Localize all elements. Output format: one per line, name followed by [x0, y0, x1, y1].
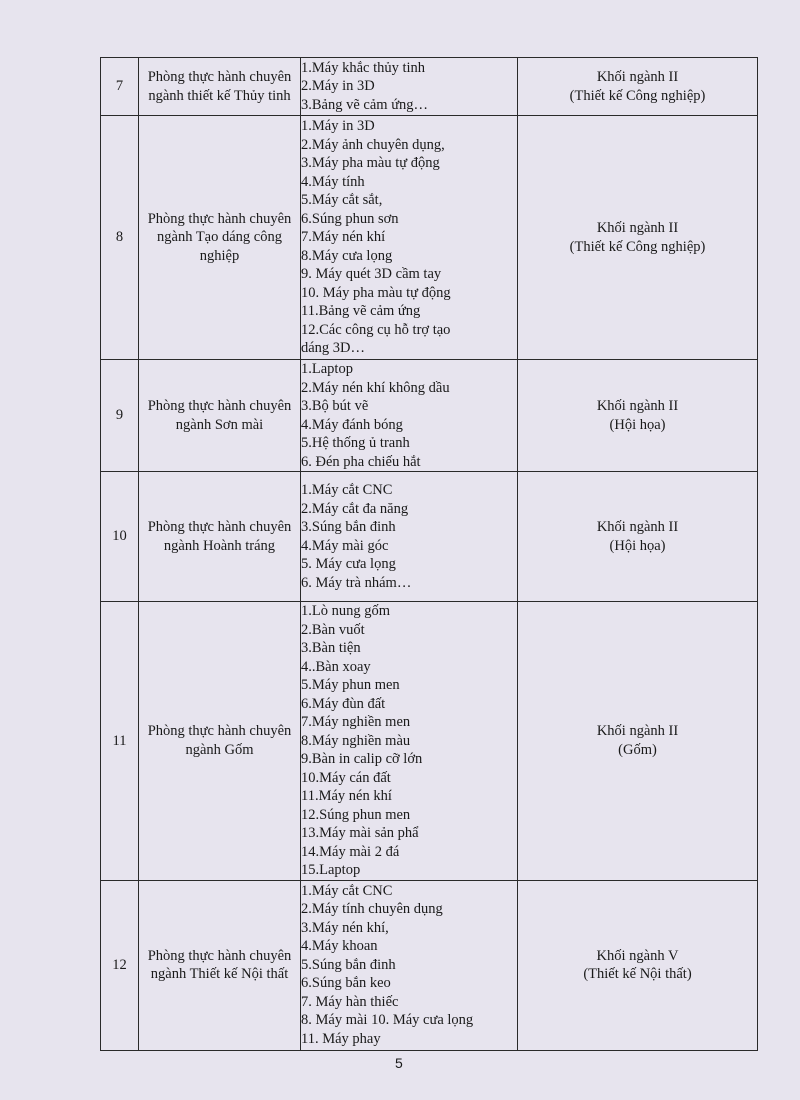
- equipment-table: [100, 57, 758, 1051]
- equipment-item: 2.Máy in 3D: [301, 78, 375, 95]
- equipment-item: 8.Máy nghiền màu: [301, 732, 411, 749]
- table-row: [101, 116, 758, 360]
- row-number: 9: [101, 360, 139, 472]
- table-body: [101, 58, 758, 1051]
- equipment-item: 10. Máy pha màu tự động: [301, 284, 451, 301]
- equipment-item: 5.Súng bắn đinh: [301, 956, 396, 973]
- table-row: [101, 58, 758, 116]
- equipment-item: 4.Máy khoan: [301, 938, 378, 955]
- equipment-item: 1.Máy cắt CNC: [301, 882, 393, 899]
- equipment-list: [301, 360, 518, 472]
- equipment-item: 7.Máy nghiền men: [301, 714, 411, 730]
- equipment-list: [301, 58, 518, 116]
- table-row: [101, 472, 758, 602]
- equipment-item: dáng 3D…: [301, 340, 366, 357]
- equipment-list: [301, 880, 518, 1050]
- department-name: Khối ngành II: [596, 220, 679, 236]
- equipment-item: 14.Máy mài 2 đá: [301, 843, 400, 860]
- equipment-list: [301, 602, 518, 881]
- equipment-list: [301, 116, 518, 360]
- equipment-item: 4.Máy tính: [301, 173, 365, 190]
- equipment-item: 2.Máy nén khí không dầu: [301, 379, 450, 396]
- equipment-item: 15.Laptop: [301, 862, 361, 878]
- equipment-item: 6.Súng bắn keo: [301, 975, 391, 992]
- row-number: 12: [101, 880, 139, 1050]
- equipment-item: 4..Bàn xoay: [301, 658, 371, 675]
- equipment-item: 11. Máy phay: [301, 1030, 381, 1047]
- department: [518, 360, 758, 472]
- equipment-item: 4.Máy đánh bóng: [301, 416, 403, 433]
- table-row: [101, 602, 758, 881]
- department-name: Khối ngành II: [596, 519, 679, 535]
- department: [518, 880, 758, 1050]
- equipment-item: 7.Máy nén khí: [301, 229, 386, 246]
- equipment-item: 3.Bàn tiện: [301, 640, 361, 656]
- equipment-item: 3.Súng bắn đinh: [301, 519, 396, 535]
- equipment-item: 2.Máy cắt đa năng: [301, 500, 409, 517]
- equipment-item: 8. Máy mài 10. Máy cưa lọng: [301, 1012, 474, 1029]
- equipment-item: 3.Máy nén khí,: [301, 919, 389, 936]
- equipment-item: 12.Các công cụ hỗ trợ tạo: [301, 321, 451, 338]
- department-name: Khối ngành II: [596, 69, 679, 85]
- equipment-item: 3.Bộ bút vẽ: [301, 398, 369, 414]
- equipment-item: 2.Máy tính chuyên dụng: [301, 901, 443, 918]
- room-name: Phòng thực hành chuyên ngành thiết kế Thủy tinh: [139, 58, 301, 116]
- department-specialty: (Gốm): [618, 741, 657, 758]
- room-name: Phòng thực hành chuyên ngành Tạo dáng công nghiệp: [139, 116, 301, 360]
- equipment-item: 1.Máy cắt CNC: [301, 482, 393, 498]
- equipment-item: 10.Máy cán đất: [301, 769, 391, 786]
- equipment-item: 6.Máy đùn đất: [301, 695, 386, 712]
- equipment-item: 13.Máy mài sản phẩ: [301, 825, 419, 841]
- page-number: 5: [395, 1055, 403, 1071]
- equipment-item: 11.Bảng vẽ cảm ứng: [301, 303, 421, 320]
- equipment-item: 7. Máy hàn thiếc: [301, 993, 399, 1010]
- equipment-item: 2.Bàn vuốt: [301, 621, 365, 638]
- department-specialty: (Thiết kế Công nghiệp): [569, 87, 706, 104]
- room-name: Phòng thực hành chuyên ngành Sơn mài: [139, 360, 301, 472]
- room-name: Phòng thực hành chuyên ngành Gốm: [139, 602, 301, 881]
- equipment-item: 5.Hệ thống ủ tranh: [301, 435, 410, 451]
- equipment-item: 9.Bàn in calip cỡ lớn: [301, 751, 423, 767]
- department-name: Khối ngành II: [596, 398, 679, 414]
- department-specialty: (Hội họa): [609, 416, 666, 433]
- equipment-item: 6. Đén pha chiếu hắt: [301, 453, 421, 470]
- department: [518, 602, 758, 881]
- department: [518, 58, 758, 116]
- equipment-item: 2.Máy ảnh chuyên dụng,: [301, 136, 445, 153]
- equipment-item: 11.Máy nén khí: [301, 788, 392, 804]
- equipment-item: 8.Máy cưa lọng: [301, 247, 393, 264]
- equipment-item: 1.Lò nung gốm: [301, 603, 391, 619]
- table-row: [101, 360, 758, 472]
- equipment-list: [301, 472, 518, 602]
- equipment-item: 5.Máy cắt sắt,: [301, 192, 383, 209]
- department-specialty: (Hội họa): [609, 537, 666, 554]
- equipment-item: 5. Máy cưa lọng: [301, 556, 396, 572]
- equipment-item: 12.Súng phun men: [301, 806, 411, 823]
- row-number: 11: [101, 602, 139, 881]
- room-name: Phòng thực hành chuyên ngành Hoành tráng: [139, 472, 301, 602]
- equipment-item: 3.Bảng vẽ cảm ứng…: [301, 96, 429, 113]
- equipment-item: 9. Máy quét 3D cầm tay: [301, 266, 442, 283]
- table-row: [101, 880, 758, 1050]
- department: [518, 472, 758, 602]
- equipment-item: 1.Máy khắc thủy tinh: [301, 59, 426, 76]
- row-number: 10: [101, 472, 139, 602]
- equipment-item: 6. Máy trà nhám…: [301, 574, 412, 591]
- equipment-item: 4.Máy mài góc: [301, 537, 389, 554]
- department-name: Khối ngành V: [596, 947, 679, 964]
- department-specialty: (Thiết kế Công nghiệp): [569, 238, 706, 255]
- department-name: Khối ngành II: [596, 723, 679, 740]
- row-number: 8: [101, 116, 139, 360]
- department-specialty: (Thiết kế Nội thất): [583, 966, 692, 982]
- equipment-item: 5.Máy phun men: [301, 677, 400, 693]
- equipment-item: 1.Máy in 3D: [301, 118, 375, 135]
- equipment-item: 1.Laptop: [301, 361, 353, 377]
- equipment-item: 6.Súng phun sơn: [301, 210, 399, 227]
- row-number: 7: [101, 58, 139, 116]
- department: [518, 116, 758, 360]
- room-name: Phòng thực hành chuyên ngành Thiết kế Nội thất: [139, 880, 301, 1050]
- equipment-item: 3.Máy pha màu tự động: [301, 155, 440, 172]
